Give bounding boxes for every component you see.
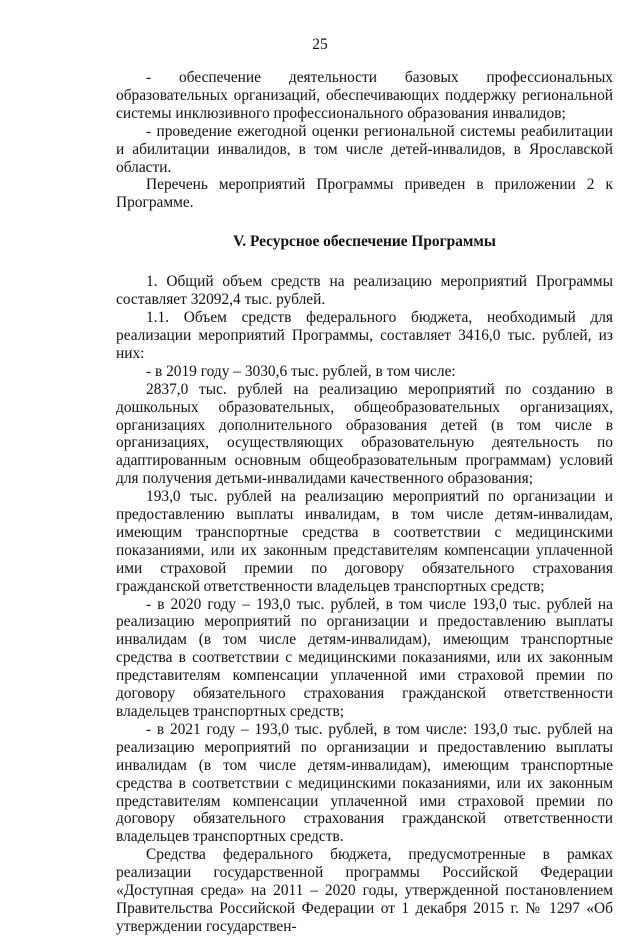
page-number: 25 xyxy=(312,36,328,53)
paragraph-education-conditions: 2837,0 тыс. рублей на реализацию мероприятий по созданию в дошкольных образовательных, общеобразовательных организациях, организациях дополнительного образования детей (в том числе в организациях, осуществляющих образовательную деятельность по адаптированным основным общеобразовательным программам) условий для получения детьми-инвалидами качественного образования; xyxy=(116,380,613,488)
paragraph-activities-list: Перечень мероприятий Программы приведен в приложении 2 к Программе. xyxy=(116,176,613,212)
paragraph-insurance-compensation: 193,0 тыс. рублей на реализацию мероприятий по организации и предоставлению выплаты инвалидам, в том числе детям-инвалидам, имеющим транспортные средства в соответствии с медицинскими показаниями, или их законным представителям компенсации уплаченной ими страховой премии по договору обязательного страхования гражданской ответственности владельцев транспортных средств; xyxy=(116,488,613,595)
paragraph-total-funding: 1. Общий объем средств на реализацию мероприятий Программы составляет 32092,4 тыс. рублей. xyxy=(116,273,613,309)
paragraph-base-organizations: - обеспечение деятельности базовых профессиональных образовательных организаций, обеспечивающих поддержку региональной системы инклюзивного профессионального образования инвалидов; xyxy=(116,69,613,122)
paragraph-federal-budget: 1.1. Объем средств федерального бюджета, необходимый для реализации мероприятий Программы, составляет 3416,0 тыс. рублей, из них: xyxy=(116,309,613,362)
paragraph-state-program: Средства федерального бюджета, предусмотренные в рамках реализации государственной программы Российской Федерации «Доступная среда» на 2011 – 2020 годы, утвержденной постановлением Правительства Российской Федерации от 1 декабря 2015 г. № 1297 «Об утверждении государствен- xyxy=(116,846,613,935)
section-heading: V. Ресурсное обеспечение Программы xyxy=(233,233,496,251)
page-content xyxy=(116,69,613,936)
paragraph-year-2019: - в 2019 году – 3030,6 тыс. рублей, в том числе: xyxy=(146,362,456,380)
paragraph-annual-assessment: - проведение ежегодной оценки региональной системы реабилитации и абилитации инвалидов, в том числе детей-инвалидов, в Ярославской области. xyxy=(116,122,613,176)
paragraph-year-2020: - в 2020 году – 193,0 тыс. рублей, в том числе 193,0 тыс. рублей на реализацию мероприятий по организации и предоставлению выплаты инвалидам (в том числе детям-инвалидам), имеющим транспортные средства в соответствии с медицинскими показаниями, или их законным представителям компенсации уплаченной ими страховой премии по договору обязательного страхования гражданской ответственности владельцев транспортных средств; xyxy=(116,595,613,720)
paragraph-year-2021: - в 2021 году – 193,0 тыс. рублей, в том числе: 193,0 тыс. рублей на реализацию мероприятий по организации и предоставлению выплаты инвалидам (в том числе детям-инвалидам), имеющим транспортные средства в соответствии с медицинскими показаниями, или их законным представителям компенсации уплаченной ими страховой премии по договору обязательного страхования гражданской ответственности владельцев транспортных средств. xyxy=(116,720,613,846)
